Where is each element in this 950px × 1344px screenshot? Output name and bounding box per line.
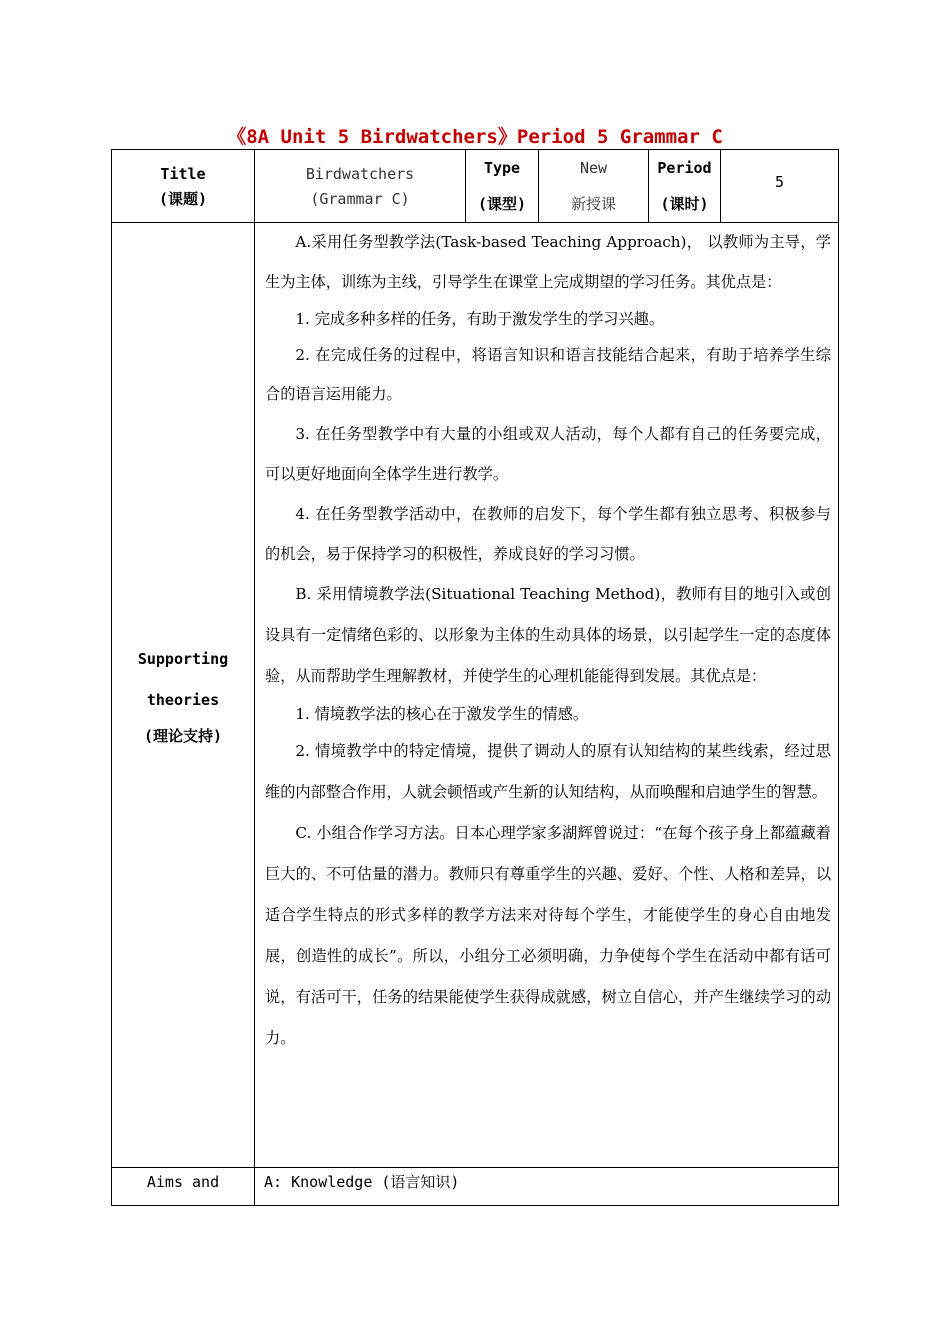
type-label — [466, 150, 538, 222]
supporting-label-line1: Supporting — [137, 650, 229, 668]
title-value-line1: Birdwatchers — [305, 165, 415, 183]
period-value: 5 — [774, 173, 785, 191]
row-divider — [112, 1167, 838, 1168]
paragraph: 4. 在任务型教学活动中，在教师的启发下，每个学生都有独立思考、积极参与的机会，易于保持学习的积极性，养成良好的学习习惯。 — [265, 505, 831, 563]
paragraph: 1. 情境教学法的核心在于激发学生的情感。 — [295, 705, 589, 723]
title-value-line2: (Grammar C) — [310, 190, 410, 208]
column-divider — [254, 150, 255, 1206]
title-label-en: Title — [160, 165, 206, 183]
aims-value: A: Knowledge (语言知识) — [264, 1173, 460, 1191]
type-value-en: New — [579, 159, 608, 177]
period-label — [649, 150, 720, 222]
paragraph: C. 小组合作学习方法。日本心理学家多湖辉曾说过：“在每个孩子身上都蕴藏着巨大的、不可估量的潜力。教师只有尊重学生的兴趣、爱好、个性、人格和差异，以适合学生特点的形式多样的教学方法来对待每个学生，才能使学生的身心自由地发展，创造性的成长”。所以，小组分工必须明确，力争使每个学生在活动中都有话可说，有活可干，任务的结果能使学生获得成就感，树立自信心，并产生继续学习的动力。 — [265, 824, 831, 1047]
title-value — [255, 162, 465, 212]
title-label — [112, 162, 254, 212]
type-value-cn: 新授课 — [570, 195, 616, 213]
supporting-label-cn: (理论支持) — [143, 727, 223, 745]
type-label-cn: (课型) — [477, 195, 527, 213]
supporting-theories-content — [265, 222, 831, 1059]
paragraph: A.采用任务型教学法(Task-based Teaching Approach)， 以教师为主导，学生为主体，训练为主线，引导学生在课堂上完成期望的学习任务。其优点是： — [265, 233, 831, 291]
aims-label: Aims and — [146, 1173, 220, 1191]
paragraph: 2. 在完成任务的过程中，将语言知识和语言技能结合起来，有助于培养学生综合的语言运用能力。 — [265, 346, 831, 403]
paragraph: 3. 在任务型教学中有大量的小组或双人活动，每个人都有自己的任务要完成，可以更好地面向全体学生进行教学。 — [265, 425, 831, 483]
supporting-label — [112, 639, 254, 751]
paragraph: 2. 情境教学中的特定情境，提供了调动人的原有认知结构的某些线索，经过思维的内部整合作用，人就会顿悟或产生新的认知结构，从而唤醒和启迪学生的智慧。 — [265, 742, 831, 801]
type-label-en: Type — [483, 159, 521, 177]
type-value — [539, 150, 648, 222]
paragraph: 1. 完成多种多样的任务，有助于激发学生的学习兴趣。 — [295, 310, 665, 328]
paragraph: B. 采用情境教学法(Situational Teaching Method)，教师有目的地引入或创设具有一定情绪色彩的、以形象为主体的生动具体的场景，以引起学生一定的态度体验，从而帮助学生理解教材，并使学生的心理机能能得到发展。其优点是： — [265, 585, 831, 685]
document-title: 《8A Unit 5 Birdwatchers》Period 5 Grammar C — [227, 126, 723, 148]
lesson-plan-table — [111, 149, 839, 1206]
title-label-cn: (课题) — [158, 190, 208, 208]
period-label-cn: (课时) — [660, 195, 709, 213]
period-label-en: Period — [657, 159, 712, 177]
supporting-label-line2: theories — [146, 691, 220, 709]
